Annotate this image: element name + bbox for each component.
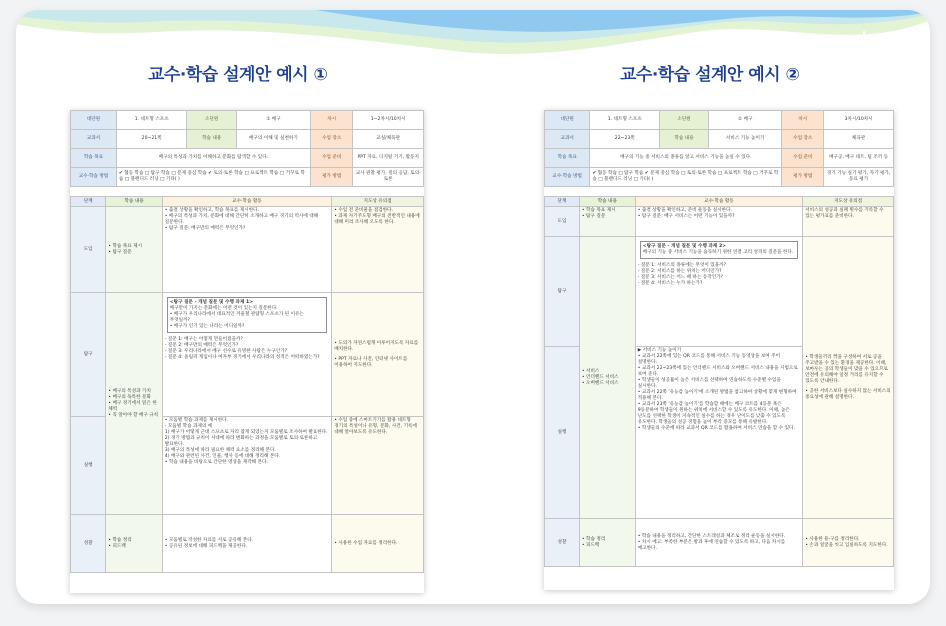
table-row: 탐구 • 배구의 특성과 가치 • 배구의 독특한 문화 • 배구 경기에서 읽은 한 체력 • 꼭 알아야 할 배구 규칙 <탐구 질문 - 개념 질문 및 수행 과제 1> 배구만이 가지는 문화에는 어떤 것이 있는지 질문한다. • 배구가 우리나라에서 대표적인 겨울철 관람형 스포츠가 된 이유는 무엇일까? • 배구가 인기 있는 나라는 어디일까? - 질문 1: 배구는 어떻게 만들어졌을까? - 질문 2: 배구만의 매력은 무엇인가? - 질문 3: 우리나라에서 배구 선수로 유명한 사람은 누구인가? - 질문 4: 올림픽 게임이나 여자부 경기에서 우리나라의 성적은 어떠하였는가? • 도의가 자연스럽게 이루어지도록 자료를 배치한다. • PPT 자료나 사진, 인터넷 사이트를 이용하여 지도한다.: [71, 293, 424, 417]
table-row: 도입 • 학습 목표 제시 • 탐구 질문 • 출결 상황을 확인하고, 준비 운동을 실시한다. • 탐구 질문: 배구 서비스는 어떤 기능이 있을까? 서비스의 성공과 실패 횟수를 기록할 수 있는 평가표를 준비한다.: [545, 207, 894, 237]
left-meta-table: 대단원 1. 네트형 스포츠 소단원 ① 배구 차시 1~2차시/10차시 교과서 20~21쪽 학습 내용 배구의 이해 및 실천하기 수업 장소 교실/체육관 학습 목표 배구의 특성과 가치를 이해하고 문화를 탐색할 수 있다. 수업 준비 PPT 자료, 디지털 기기, 활동지 교수·학습 방법 ✔ 협동 학습 □ 탐구 학습 □ 문제 중심 학습 ✔ 토의·토론 학습 □ 프로젝트 학습 □ 거꾸로 학습 □ 블렌디드 러닝 □ 기타( ) 평가 방법 교사 관찰 평가, 질의 응답, 토의·토론: [70, 110, 424, 187]
left-document-page: [70, 110, 424, 593]
table-row: 실행 ▶ 서비스 기능 높이기 • 교과서 22쪽에 있는 QR 코드를 통해 서비스 기능 동영상을 보여 주어 설명한다. • 교과서 22~23쪽에 있는 언더핸드 서비스와 오버핸드 서비스 내용을 시범으로 보여 준다. • 학생들이 성공률이 높은 서비스를 선택하여 연습하도록 수준별 수업을 실시한다. • 교과서 22쪽 '유능감 높이기'에 소개된 방법을 참고하여 상황에 맞게 변형하여 적용해 본다. • 교과서 23쪽 '유능감 높이기'를 학습할 때에는 배구 코트를 4등분 혹은 9등분하여 학생들이 원하는 위치에 서비스할 수 있도록 유도한다. 이때, 높은 난도를 선택한 학생이 지속적인 실수를 하는 경우 난이도를 낮출 수 있도록 유도한다. 학생들의 성공 경험을 높이 부각 증모를 통해 유발한다. • 학생들의 수준에 따라 교과서 QR 코드를 활용하여 서비스 연습을 할 수 있다.: [545, 347, 894, 519]
right-meta-table: 대단원 1. 네트형 스포츠 소단원 ① 배구 차시 3차시/10차시 교과서 22~23쪽 학습 내용 서비스 기능 높이기 수업 장소 체육관 학습 목표 배구의 기능 중 서비스의 종류를 알고 서비스 기능을 높일 수 있다. 수업 준비 배구공, 배구 네트, 팀 조끼 등 교수·학습 방법 ✔ 협동 학습 □ 탐구 학습 ✔ 문제 중심 학습 □ 토의·토론 학습 □ 프로젝트 학습 □ 거꾸로 학습 □ 블렌디드 러닝 □ 기타( ) 평가 방법 경기 기능 실기 평가, 자기 평가, 동료 평가: [544, 110, 894, 187]
header-wave: [16, 10, 930, 62]
table-row: 탐구 • 서비스 • 언더핸드 서비스 • 오버핸드 서비스 <탐구 질문 - 개념 질문 및 수행 과제 2> 배구의 기능 중 서비스 기능을 습득하기 위한 연결 고리 성격의 질문을 한다. - 질문 1: 서비스의 종류에는 무엇이 있을까? - 질문 2: 서비스를 하는 위치는 어디인가? - 질문 3: 서비스는 어느 때 하는 동작인가? - 질문 4: 서비스는 누가 하는가? • 학생들끼리 짝을 구성하여 서로 공을 주고받을 수 있는 환경을 제공한다. 이때, 보마우는 공의 학생들이 맞을 수 있으므로 안전에 유의해야 일정 거리를 유지할 수 있도록 안내한다. • 공한 서비스보다 실수하지 않는 서비스의 중요성에 관해 설명한다.: [545, 237, 894, 347]
left-activity-table: 단계 학습 내용 교수·학습 활동 지도상 유의점 도입 • 학습 목표 제시 • 탐구 질문 • 출결 상황을 확인하고, 학습 목표를 제시한다. • 배구의 특성과 가치, 문화에 대해 간단히 소개하고 배구 경기의 역사에 대해 질문한다. • 탐구 질문: 배구만의 매력은 무엇인가? • 수업 전 준비물을 점검한다. • 과제 자기주도형 배구의 전반적인 내용에 대해 미리 조사해 오도록 한다. 탐구 • 배구의 특성과 가치 • 배구의 독특한 문화 • 배구 경기에서 읽은 한 체력 • 꼭 알아야 할 배구 규칙 <탐구 질문 - 개념 질문 및 수행 과제 1> 배구만이 가지는 문화에는 어떤 것이 있는지 질문한다. • 배구가 우리나라에서 대표적인 겨울철 관람형 스포츠가 된 이유는 무엇일까? • 배구가 인기 있는 나라는 어디일까? - 질문 1: 배구는 어떻게 만들어졌을까? - 질문 2: 배구만의 매력은 무엇인가? - 질문 3: 우리나라에서 배구 선수로 유명한 사람은 누구인가? - 질문 4: 올림픽 게임이나 여자부 경기에서 우리나라의 성적은 어떠하였는가? • 도의가 자연스럽게 이루어지도록 자료를 배치한다. • PPT 자료나 사진, 인터넷 사이트를 이용하여 지도한다. 실행 • 모둠별 학습 과제를 제시한다. - 모둠별 학습 과제의 예 1) 배구가 어떻게 근대 스포츠로 자리 잡게 되었는지 모둠별로 조사하여 발표한다. 2) 경기 방법과 규칙이 시대에 따라 변화하는 과정을 모둠별로 토의·토론하고 발표한다. 3) 배구의 특성에 따라 필요한 체력 요소를 정리해 본다. 4) 배구와 관련된 사건, 인물, 행사 등에 대해 정리해 본다. • 학습 내용을 바탕으로 간단한 영상을 제작해 본다. • 수업 중에 스마트기기를 활용 네트형 경기의 특성이나 유형, 문화, 사건, 기록에 대해 알아보도록 유도한다. 성찰 • 학습 정리 • 피드백 • 모둠별로 작성한 자료를 서로 공유해 본다. • 공유된 정보에 대해 피드백을 제공한다. • 사용한 수업 자료를 정리한다.: [70, 196, 424, 573]
sparkle-icon: ✦: [884, 41, 891, 50]
right-page-title: 교수·학습 설계안 예시 ②: [620, 65, 800, 85]
dot-sparkle-icon: ●: [872, 48, 878, 55]
table-row: 도입 • 학습 목표 제시 • 탐구 질문 • 출결 상황을 확인하고, 학습 목표를 제시한다. • 배구의 특성과 가치, 문화에 대해 간단히 소개하고 배구 경기의 역사에 대해 질문한다. • 탐구 질문: 배구만의 매력은 무엇인가? • 수업 전 준비물을 점검한다. • 과제 자기주도형 배구의 전반적인 내용에 대해 미리 조사해 오도록 한다.: [71, 207, 424, 293]
table-row: 실행 • 모둠별 학습 과제를 제시한다. - 모둠별 학습 과제의 예 1) 배구가 어떻게 근대 스포츠로 자리 잡게 되었는지 모둠별로 조사하여 발표한다. 2) 경기 방법과 규칙이 시대에 따라 변화하는 과정을 모둠별로 토의·토론하고 발표한다. 3) 배구의 특성에 따라 필요한 체력 요소를 정리해 본다. 4) 배구와 관련된 사건, 인물, 행사 등에 대해 정리해 본다. • 학습 내용을 바탕으로 간단한 영상을 제작해 본다. • 수업 중에 스마트기기를 활용 네트형 경기의 특성이나 유형, 문화, 사건, 기록에 대해 알아보도록 유도한다.: [71, 417, 424, 515]
slide-card: [16, 10, 930, 604]
left-page-title: 교수·학습 설계안 예시 ①: [148, 65, 328, 85]
right-activity-table: 단계 학습 내용 교수·학습 활동 지도상 유의점 도입 • 학습 목표 제시 • 탐구 질문 • 출결 상황을 확인하고, 준비 운동을 실시한다. • 탐구 질문: 배구 서비스는 어떤 기능이 있을까? 서비스의 성공과 실패 횟수를 기록할 수 있는 평가표를 준비한다. 탐구 • 서비스 • 언더핸드 서비스 • 오버핸드 서비스 <탐구 질문 - 개념 질문 및 수행 과제 2> 배구의 기능 중 서비스 기능을 습득하기 위한 연결 고리 성격의 질문을 한다. - 질문 1: 서비스의 종류에는 무엇이 있을까? - 질문 2: 서비스를 하는 위치는 어디인가? - 질문 3: 서비스는 어느 때 하는 동작인가? - 질문 4: 서비스는 누가 하는가? • 학생들끼리 짝을 구성하여 서로 공을 주고받을 수 있는 환경을 제공한다. 이때, 보마우는 공의 학생들이 맞을 수 있으므로 안전에 유의해야 일정 거리를 유지할 수 있도록 안내한다. • 공한 서비스보다 실수하지 않는 서비스의 중요성에 관해 설명한다. 실행 ▶ 서비스 기능 높이기 • 교과서 22쪽에 있는 QR 코드를 통해 서비스 기능 동영상을 보여 주어 설명한다. • 교과서 22~23쪽에 있는 언더핸드 서비스와 오버핸드 서비스 내용을 시범으로 보여 준다. • 학생들이 성공률이 높은 서비스를 선택하여 연습하도록 수준별 수업을 실시한다. • 교과서 22쪽 '유능감 높이기'에 소개된 방법을 참고하여 상황에 맞게 변형하여 적용해 본다. • 교과서 23쪽 '유능감 높이기'를 학습할 때에는 배구 코트를 4등분 혹은 9등분하여 학생들이 원하는 위치에 서비스할 수 있도록 유도한다. 이때, 높은 난도를 선택한 학생이 지속적인 실수를 하는 경우 난이도를 낮출 수 있도록 유도한다. 학생들의 성공 경험을 높이 부각 증모를 통해 유발한다. • 학생들의 수준에 따라 교과서 QR 코드를 활용하여 서비스 연습을 할 수 있다. 성찰 • 학습 정리 • 피드백 • 학습 내용을 정리하고, 간단한 스트레칭과 체조로 정리 운동을 실시한다. • 차시 예고: 부족한 부분은 방과 후에 연습할 수 있도록 하고, 다음 차시를 예고한다. • 사용한 용·구를 정리한다. • 손과 얼굴을 씻고 입실하도록 지도한다.: [544, 196, 894, 567]
inquiry-question-box: <탐구 질문 - 개념 질문 및 수행 과제 1> 배구만이 가지는 문화에는 어떤 것이 있는지 질문한다. • 배구가 우리나라에서 대표적인 겨울철 관람형 스포츠가 된 이유는 무엇일까? • 배구가 인기 있는 나라는 어디일까?: [167, 297, 327, 333]
plus-sparkle-icon: ✚: [859, 29, 870, 43]
right-document-page: [544, 110, 894, 590]
table-row: 성찰 • 학습 정리 • 피드백 • 학습 내용을 정리하고, 간단한 스트레칭과 체조로 정리 운동을 실시한다. • 차시 예고: 부족한 부분은 방과 후에 연습할 수 있도록 하고, 다음 차시를 예고한다. • 사용한 용·구를 정리한다. • 손과 얼굴을 씻고 입실하도록 지도한다.: [545, 519, 894, 567]
inquiry-question-box: <탐구 질문 - 개념 질문 및 수행 과제 2> 배구의 기능 중 서비스 기능을 습득하기 위한 연결 고리 성격의 질문을 한다.: [640, 241, 799, 259]
table-row: 성찰 • 학습 정리 • 피드백 • 모둠별로 작성한 자료를 서로 공유해 본다. • 공유된 정보에 대해 피드백을 제공한다. • 사용한 수업 자료를 정리한다.: [71, 515, 424, 573]
